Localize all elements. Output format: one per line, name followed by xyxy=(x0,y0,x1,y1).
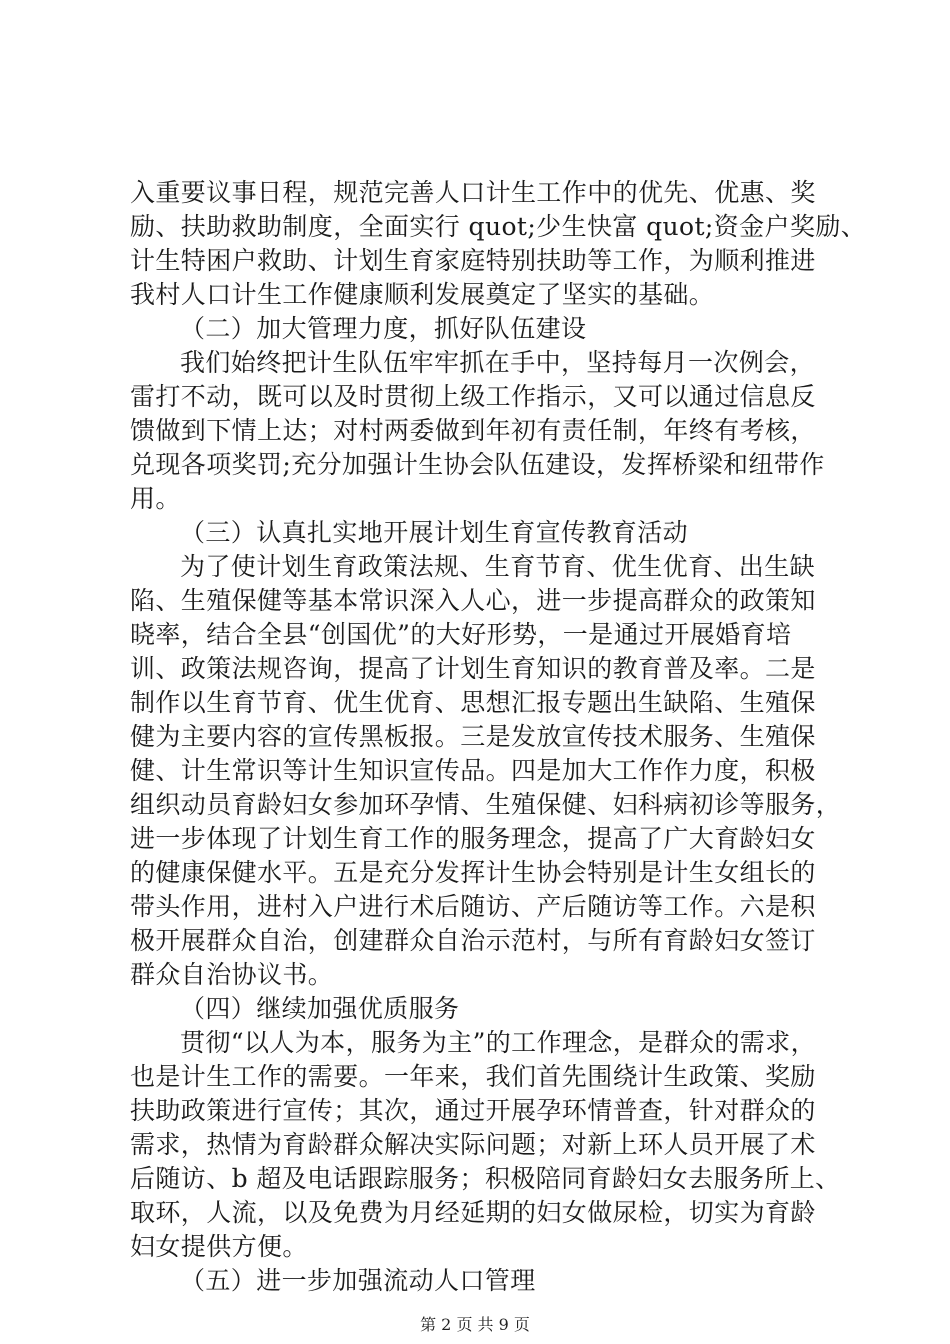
paragraph-line: 群众自治协议书。 xyxy=(130,960,334,989)
paragraph-line: 我村人口计生工作健康顺利发展奠定了坚实的基础。 xyxy=(130,280,715,309)
paragraph-line: 带头作用，进村入户进行术后随访、产后随访等工作。六是积 xyxy=(130,892,816,921)
section-heading-3: （三）认真扎实地开展计划生育宣传教育活动 xyxy=(180,518,689,547)
section-heading-5: （五）进一步加强流动人口管理 xyxy=(180,1266,536,1295)
paragraph-line: 训、政策法规咨询，提高了计划生育知识的教育普及率。二是 xyxy=(130,654,816,683)
paragraph-line: 入重要议事日程，规范完善人口计生工作中的优先、优惠、奖 xyxy=(130,178,816,207)
paragraph-line: 扶助政策进行宣传；其次，通过开展孕环情普查，针对群众的 xyxy=(130,1096,816,1125)
paragraph-line: 馈做到下情上达；对村两委做到年初有责任制，年终有考核， xyxy=(130,416,816,445)
paragraph-line: 雷打不动，既可以及时贯彻上级工作指示，又可以通过信息反 xyxy=(130,382,816,411)
section-heading-2: （二）加大管理力度，抓好队伍建设 xyxy=(180,314,587,343)
page-footer: 第 2 页 共 9 页 xyxy=(420,1315,530,1334)
paragraph-line: 用。 xyxy=(130,484,181,513)
paragraph-line: 健、计生常识等计生知识宣传品。四是加大工作作力度，积极 xyxy=(130,756,816,785)
paragraph-line: 取环，人流，以及免费为月经延期的妇女做尿检，切实为育龄 xyxy=(130,1198,816,1227)
paragraph-line: 计生特困户救助、计划生育家庭特别扶助等工作，为顺利推进 xyxy=(130,246,816,275)
paragraph-line: 需求，热情为育龄群众解决实际问题；对新上环人员开展了术 xyxy=(130,1130,816,1159)
paragraph-line: 极开展群众自治，创建群众自治示范村，与所有育龄妇女签订 xyxy=(130,926,816,955)
paragraph-line: 我们始终把计生队伍牢牢抓在手中，坚持每月一次例会， xyxy=(180,348,816,377)
paragraph-line: 为了使计划生育政策法规、生育节育、优生优育、出生缺 xyxy=(180,552,816,581)
paragraph-line: 妇女提供方便。 xyxy=(130,1232,308,1261)
paragraph-line: 励、扶助救助制度，全面实行 quot;少生快富 quot;资金户奖励、 xyxy=(130,212,867,241)
paragraph-line: 晓率，结合全县“创国优”的大好形势，一是通过开展婚育培 xyxy=(130,620,792,649)
paragraph-line: 也是计生工作的需要。一年来，我们首先围绕计生政策、奖励 xyxy=(130,1062,816,1091)
paragraph-line: 制作以生育节育、优生优育、思想汇报专题出生缺陷、生殖保 xyxy=(130,688,816,717)
paragraph-line: 组织动员育龄妇女参加环孕情、生殖保健、妇科病初诊等服务， xyxy=(130,790,842,819)
paragraph-line: 后随访、b 超及电话跟踪服务；积极陪同育龄妇女去服务所上、 xyxy=(130,1164,841,1193)
paragraph-line: 贯彻“以人为本，服务为主”的工作理念，是群众的需求， xyxy=(180,1028,816,1057)
section-heading-4: （四）继续加强优质服务 xyxy=(180,994,460,1023)
paragraph-line: 陷、生殖保健等基本常识深入人心，进一步提高群众的政策知 xyxy=(130,586,816,615)
paragraph-line: 健为主要内容的宣传黑板报。三是发放宣传技术服务、生殖保 xyxy=(130,722,816,751)
paragraph-line: 兑现各项奖罚;充分加强计生协会队伍建设，发挥桥梁和纽带作 xyxy=(130,450,825,479)
paragraph-line: 的健康保健水平。五是充分发挥计生协会特别是计生女组长的 xyxy=(130,858,816,887)
paragraph-line: 进一步体现了计划生育工作的服务理念，提高了广大育龄妇女 xyxy=(130,824,816,853)
